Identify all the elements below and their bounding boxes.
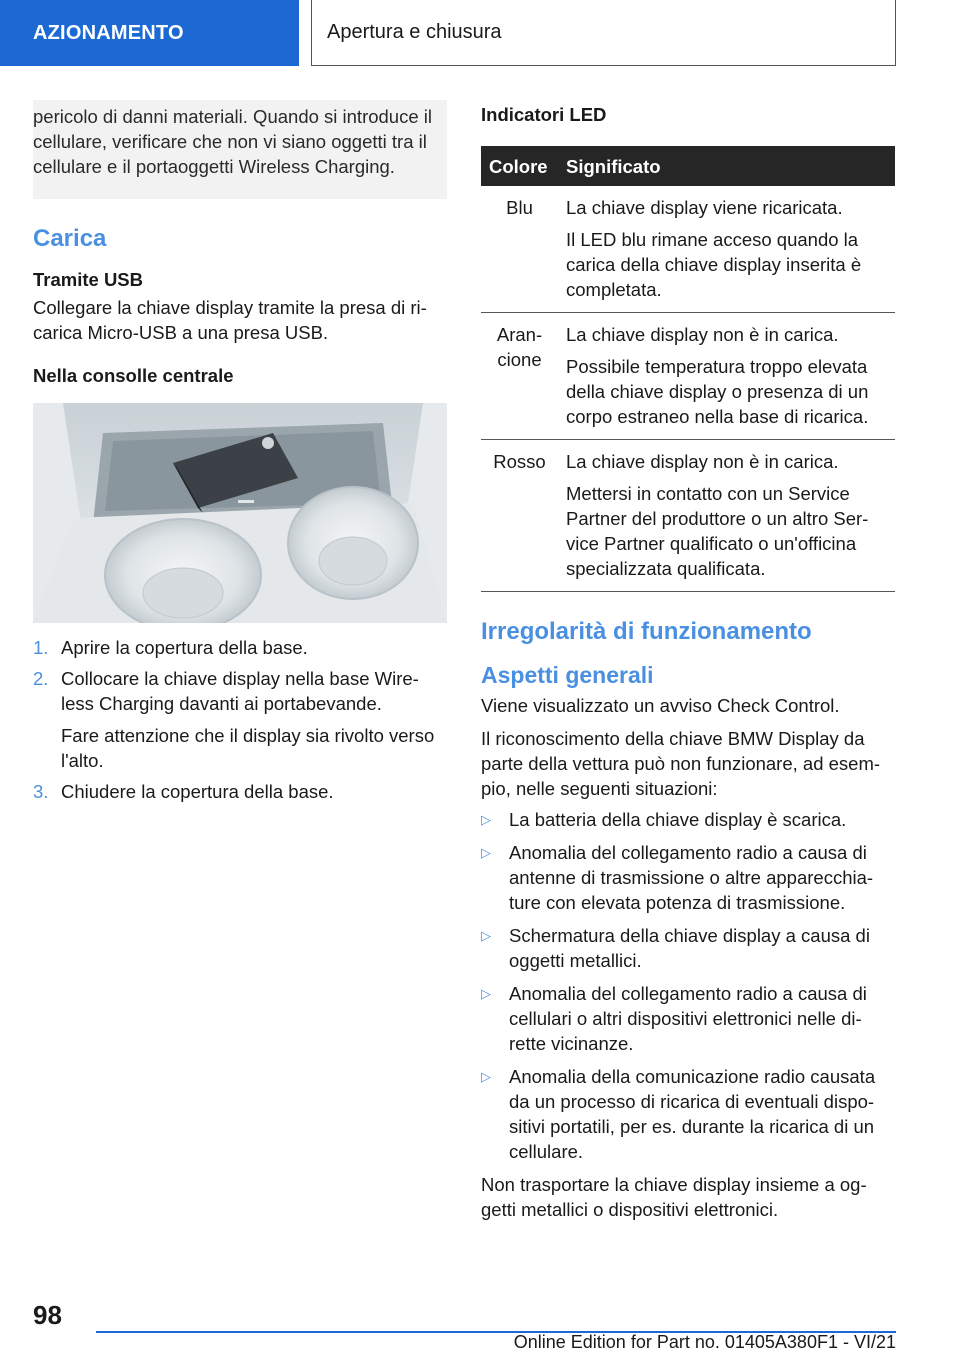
led-color-cell: Aran-cione (481, 313, 558, 440)
heading-malfunctions: Irregolarità di funzionamento (481, 618, 812, 645)
meaning-line: La chiave display viene ricaricata. (566, 197, 843, 218)
meaning-line: Possibile temperatura troppo elevata della chiave display o presenza di un corpo estraneo nella base di ricarica. (566, 356, 869, 427)
triangle-bullet-icon: ▷ (481, 928, 491, 943)
usb-instructions: Collegare la chiave display tramite la presa di ri-carica Micro-USB a una presa USB. (33, 297, 427, 343)
list-item (481, 923, 895, 973)
heading-usb: Tramite USB (33, 269, 144, 290)
list-item (481, 840, 895, 915)
section-tab: AZIONAMENTO (0, 0, 299, 66)
recognition-text: Il riconoscimento della chiave BMW Display da parte della vettura può non funzionare, ad esem-pio, nelle seguenti situazioni: (481, 728, 881, 799)
led-color-cell: Blu (481, 186, 558, 313)
warning-note-box (33, 100, 447, 199)
list-item (33, 635, 447, 660)
chapter-title: Apertura e chiusura (311, 0, 896, 66)
bullet-text: Schermatura della chiave display a causa di oggetti metallici. (509, 925, 870, 971)
page-number: 98 (33, 1300, 62, 1330)
warning-note-text: pericolo di danni materiali. Quando si introduce il cellulare, verificare che non vi siano oggetti tra il cellulare e il portaoggetti Wireless Charging. (33, 106, 432, 177)
situations-list (481, 807, 895, 1164)
list-item (481, 981, 895, 1056)
edition-text: Online Edition for Part no. 01405A380F1 - VI/21 (513, 1332, 896, 1352)
triangle-bullet-icon: ▷ (481, 986, 491, 1001)
led-meaning-cell (558, 313, 895, 440)
table-row (481, 313, 895, 440)
list-item (33, 779, 447, 804)
left-column (33, 100, 447, 810)
console-charging-photo (33, 403, 447, 623)
table-row (481, 186, 895, 313)
heading-general: Aspetti generali (481, 662, 654, 688)
heading-carica: Carica (33, 225, 107, 252)
right-column (481, 100, 895, 1222)
heading-led: Indicatori LED (481, 104, 607, 125)
bullet-text: Anomalia del collegamento radio a causa di antenne di trasmissione o altre apparecchia-ture con elevata potenza di trasmissione. (509, 842, 874, 913)
bullet-text: La batteria della chiave display è scarica. (509, 809, 847, 830)
table-header-row (481, 146, 895, 186)
led-table (481, 146, 895, 592)
list-item (33, 666, 447, 773)
column-header-meaning: Significato (558, 146, 895, 186)
bullet-text: Anomalia della comunicazione radio causata da un processo di ricarica di eventuali dispo-sitivi portatili, per es. durante la ricarica di un cellulare. (509, 1066, 876, 1162)
step-note: Fare attenzione che il display sia rivolto verso l'alto. (61, 725, 435, 771)
heading-console: Nella consolle centrale (33, 365, 234, 386)
led-color-cell: Rosso (481, 440, 558, 592)
transport-warning-text: Non trasportare la chiave display insieme a og-getti metallici o dispositivi elettronici. (481, 1174, 867, 1220)
check-control-text: Viene visualizzato un avviso Check Control. (481, 695, 840, 716)
meaning-line: La chiave display non è in carica. (566, 451, 839, 472)
led-meaning-cell (558, 440, 895, 592)
bullet-text: Anomalia del collegamento radio a causa di cellulari o altri dispositivi elettronici nelle di-rette vicinanze. (509, 983, 867, 1054)
steps-list (33, 635, 447, 804)
meaning-line: Il LED blu rimane acceso quando la carica della chiave display inserita è completata. (566, 229, 862, 300)
triangle-bullet-icon: ▷ (481, 812, 491, 827)
meaning-line: Mettersi in contatto con un Service Partner del produttore o un altro Ser-vice Partner qualificato o un'officina specializzata qualificata. (566, 483, 869, 579)
triangle-bullet-icon: ▷ (481, 1069, 491, 1084)
column-header-color: Colore (481, 146, 558, 186)
step-text: Collocare la chiave display nella base Wire-less Charging davanti ai portabevande. (61, 668, 419, 714)
triangle-bullet-icon: ▷ (481, 845, 491, 860)
list-item (481, 807, 895, 832)
step-text: Chiudere la copertura della base. (61, 781, 334, 802)
step-text: Aprire la copertura della base. (61, 637, 308, 658)
table-row (481, 440, 895, 592)
step-number: 1. (33, 637, 49, 658)
meaning-line: La chiave display non è in carica. (566, 324, 839, 345)
step-number: 3. (33, 781, 49, 802)
list-item (481, 1064, 895, 1164)
step-number: 2. (33, 668, 49, 689)
led-meaning-cell (558, 186, 895, 313)
